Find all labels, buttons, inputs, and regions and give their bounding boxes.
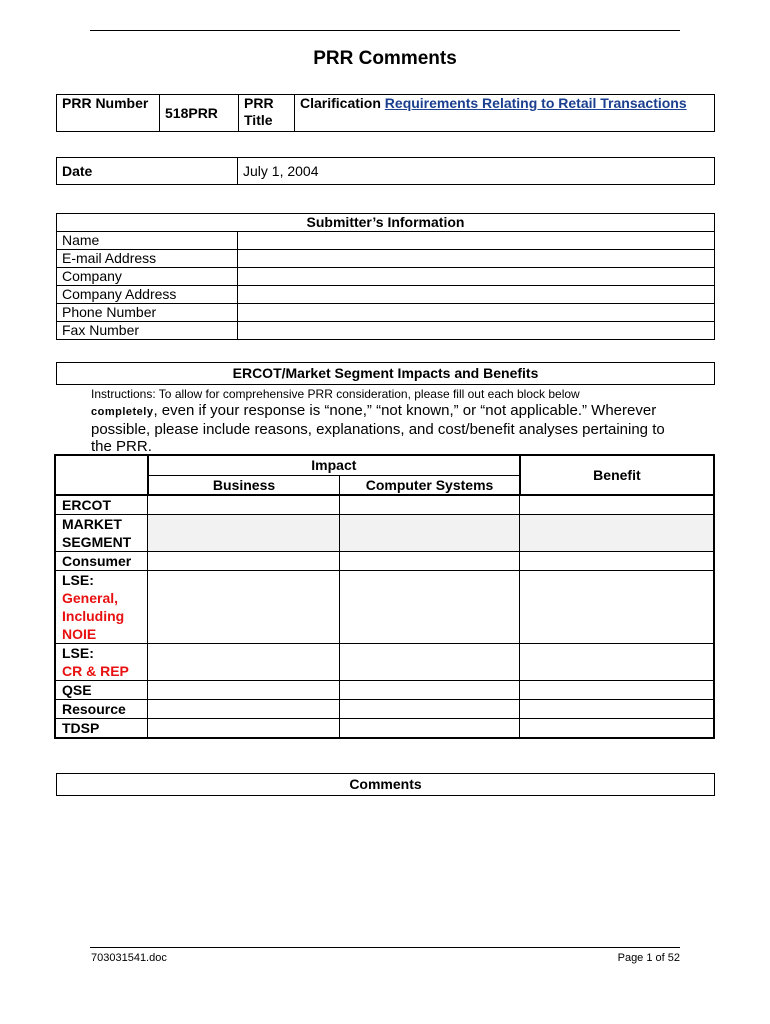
footer-page-number: Page 1 of 52 <box>617 952 680 964</box>
lse-cr-sublabel: CR & REP <box>62 663 129 679</box>
resource-systems-cell[interactable] <box>340 700 520 719</box>
submitter-name-input[interactable] <box>238 232 715 250</box>
prr-title-label: PRR Title <box>239 95 295 132</box>
prr-title-link[interactable]: Requirements Relating to Retail Transactions <box>384 95 687 111</box>
submitter-fax-input[interactable] <box>238 322 715 340</box>
submitter-header: Submitter’s Information <box>57 214 715 232</box>
instructions-emphasis: completely <box>91 406 154 418</box>
lse-general-benefit-cell[interactable] <box>520 571 714 644</box>
submitter-field-label: E-mail Address <box>57 250 238 268</box>
page-title: PRR Comments <box>313 48 457 69</box>
submitter-phone-input[interactable] <box>238 304 715 322</box>
instructions-line-1: Instructions: To allow for comprehensive PRR consideration, please fill out each block below <box>91 387 580 401</box>
submitter-field-label: Fax Number <box>57 322 238 340</box>
qse-business-cell[interactable] <box>148 681 340 700</box>
submitter-company-input[interactable] <box>238 268 715 286</box>
row-label-resource: Resource <box>55 700 148 719</box>
impact-column-header: Impact <box>148 455 520 475</box>
lse-general-systems-cell[interactable] <box>340 571 520 644</box>
ercot-benefit-cell[interactable] <box>520 495 714 515</box>
footer-rule <box>90 947 680 948</box>
comments-header: Comments <box>57 774 715 796</box>
top-rule <box>90 30 680 31</box>
submitter-field-label: Phone Number <box>57 304 238 322</box>
impacts-header-table <box>56 362 715 385</box>
row-label-qse: QSE <box>55 681 148 700</box>
consumer-benefit-cell[interactable] <box>520 552 714 571</box>
qse-benefit-cell[interactable] <box>520 681 714 700</box>
row-label-market-segment: MARKET SEGMENT <box>55 515 148 552</box>
benefit-column-header: Benefit <box>520 455 714 495</box>
submitter-field-label: Company Address <box>57 286 238 304</box>
lse-general-label: LSE: <box>62 572 94 588</box>
submitter-table <box>56 213 715 340</box>
tdsp-benefit-cell[interactable] <box>520 719 714 739</box>
prr-number-label: PRR Number <box>57 95 160 132</box>
ercot-business-cell[interactable] <box>148 495 340 515</box>
consumer-business-cell[interactable] <box>148 552 340 571</box>
submitter-email-input[interactable] <box>238 250 715 268</box>
lse-general-business-cell[interactable] <box>148 571 340 644</box>
footer-filename: 703031541.doc <box>91 952 167 964</box>
market-systems-cell <box>340 515 520 552</box>
lse-cr-benefit-cell[interactable] <box>520 644 714 681</box>
qse-systems-cell[interactable] <box>340 681 520 700</box>
row-label-ercot: ERCOT <box>55 495 148 515</box>
prr-title-cell <box>295 95 715 132</box>
business-column-header: Business <box>148 475 340 495</box>
submitter-field-label: Name <box>57 232 238 250</box>
row-label-lse-cr-rep <box>55 644 148 681</box>
instructions-line-2: , even if your response is “none,” “not known,” or “not applicable.” Wherever possible, please include reasons, explanations, and cost/benefit analyses pertaining to the PRR. <box>91 402 665 455</box>
date-table <box>56 157 715 185</box>
market-business-cell <box>148 515 340 552</box>
resource-business-cell[interactable] <box>148 700 340 719</box>
submitter-company-address-input[interactable] <box>238 286 715 304</box>
tdsp-business-cell[interactable] <box>148 719 340 739</box>
lse-cr-label: LSE: <box>62 645 94 661</box>
date-value: July 1, 2004 <box>238 158 715 185</box>
market-benefit-cell <box>520 515 714 552</box>
prr-title-prefix: Clarification <box>300 95 381 111</box>
prr-info-table <box>56 94 715 132</box>
ercot-systems-cell[interactable] <box>340 495 520 515</box>
row-label-lse-general <box>55 571 148 644</box>
impacts-table <box>54 454 715 739</box>
consumer-systems-cell[interactable] <box>340 552 520 571</box>
date-label: Date <box>57 158 238 185</box>
submitter-field-label: Company <box>57 268 238 286</box>
impacts-corner-cell <box>55 455 148 495</box>
lse-cr-systems-cell[interactable] <box>340 644 520 681</box>
systems-column-header: Computer Systems <box>340 475 520 495</box>
comments-table <box>56 773 715 796</box>
row-label-tdsp: TDSP <box>55 719 148 739</box>
resource-benefit-cell[interactable] <box>520 700 714 719</box>
instructions-paragraph <box>91 402 681 455</box>
lse-general-sublabel: General, Including NOIE <box>62 590 125 642</box>
lse-cr-business-cell[interactable] <box>148 644 340 681</box>
impacts-header: ERCOT/Market Segment Impacts and Benefits <box>57 363 715 385</box>
row-label-consumer: Consumer <box>55 552 148 571</box>
prr-number-value: 518PRR <box>160 95 239 132</box>
tdsp-systems-cell[interactable] <box>340 719 520 739</box>
